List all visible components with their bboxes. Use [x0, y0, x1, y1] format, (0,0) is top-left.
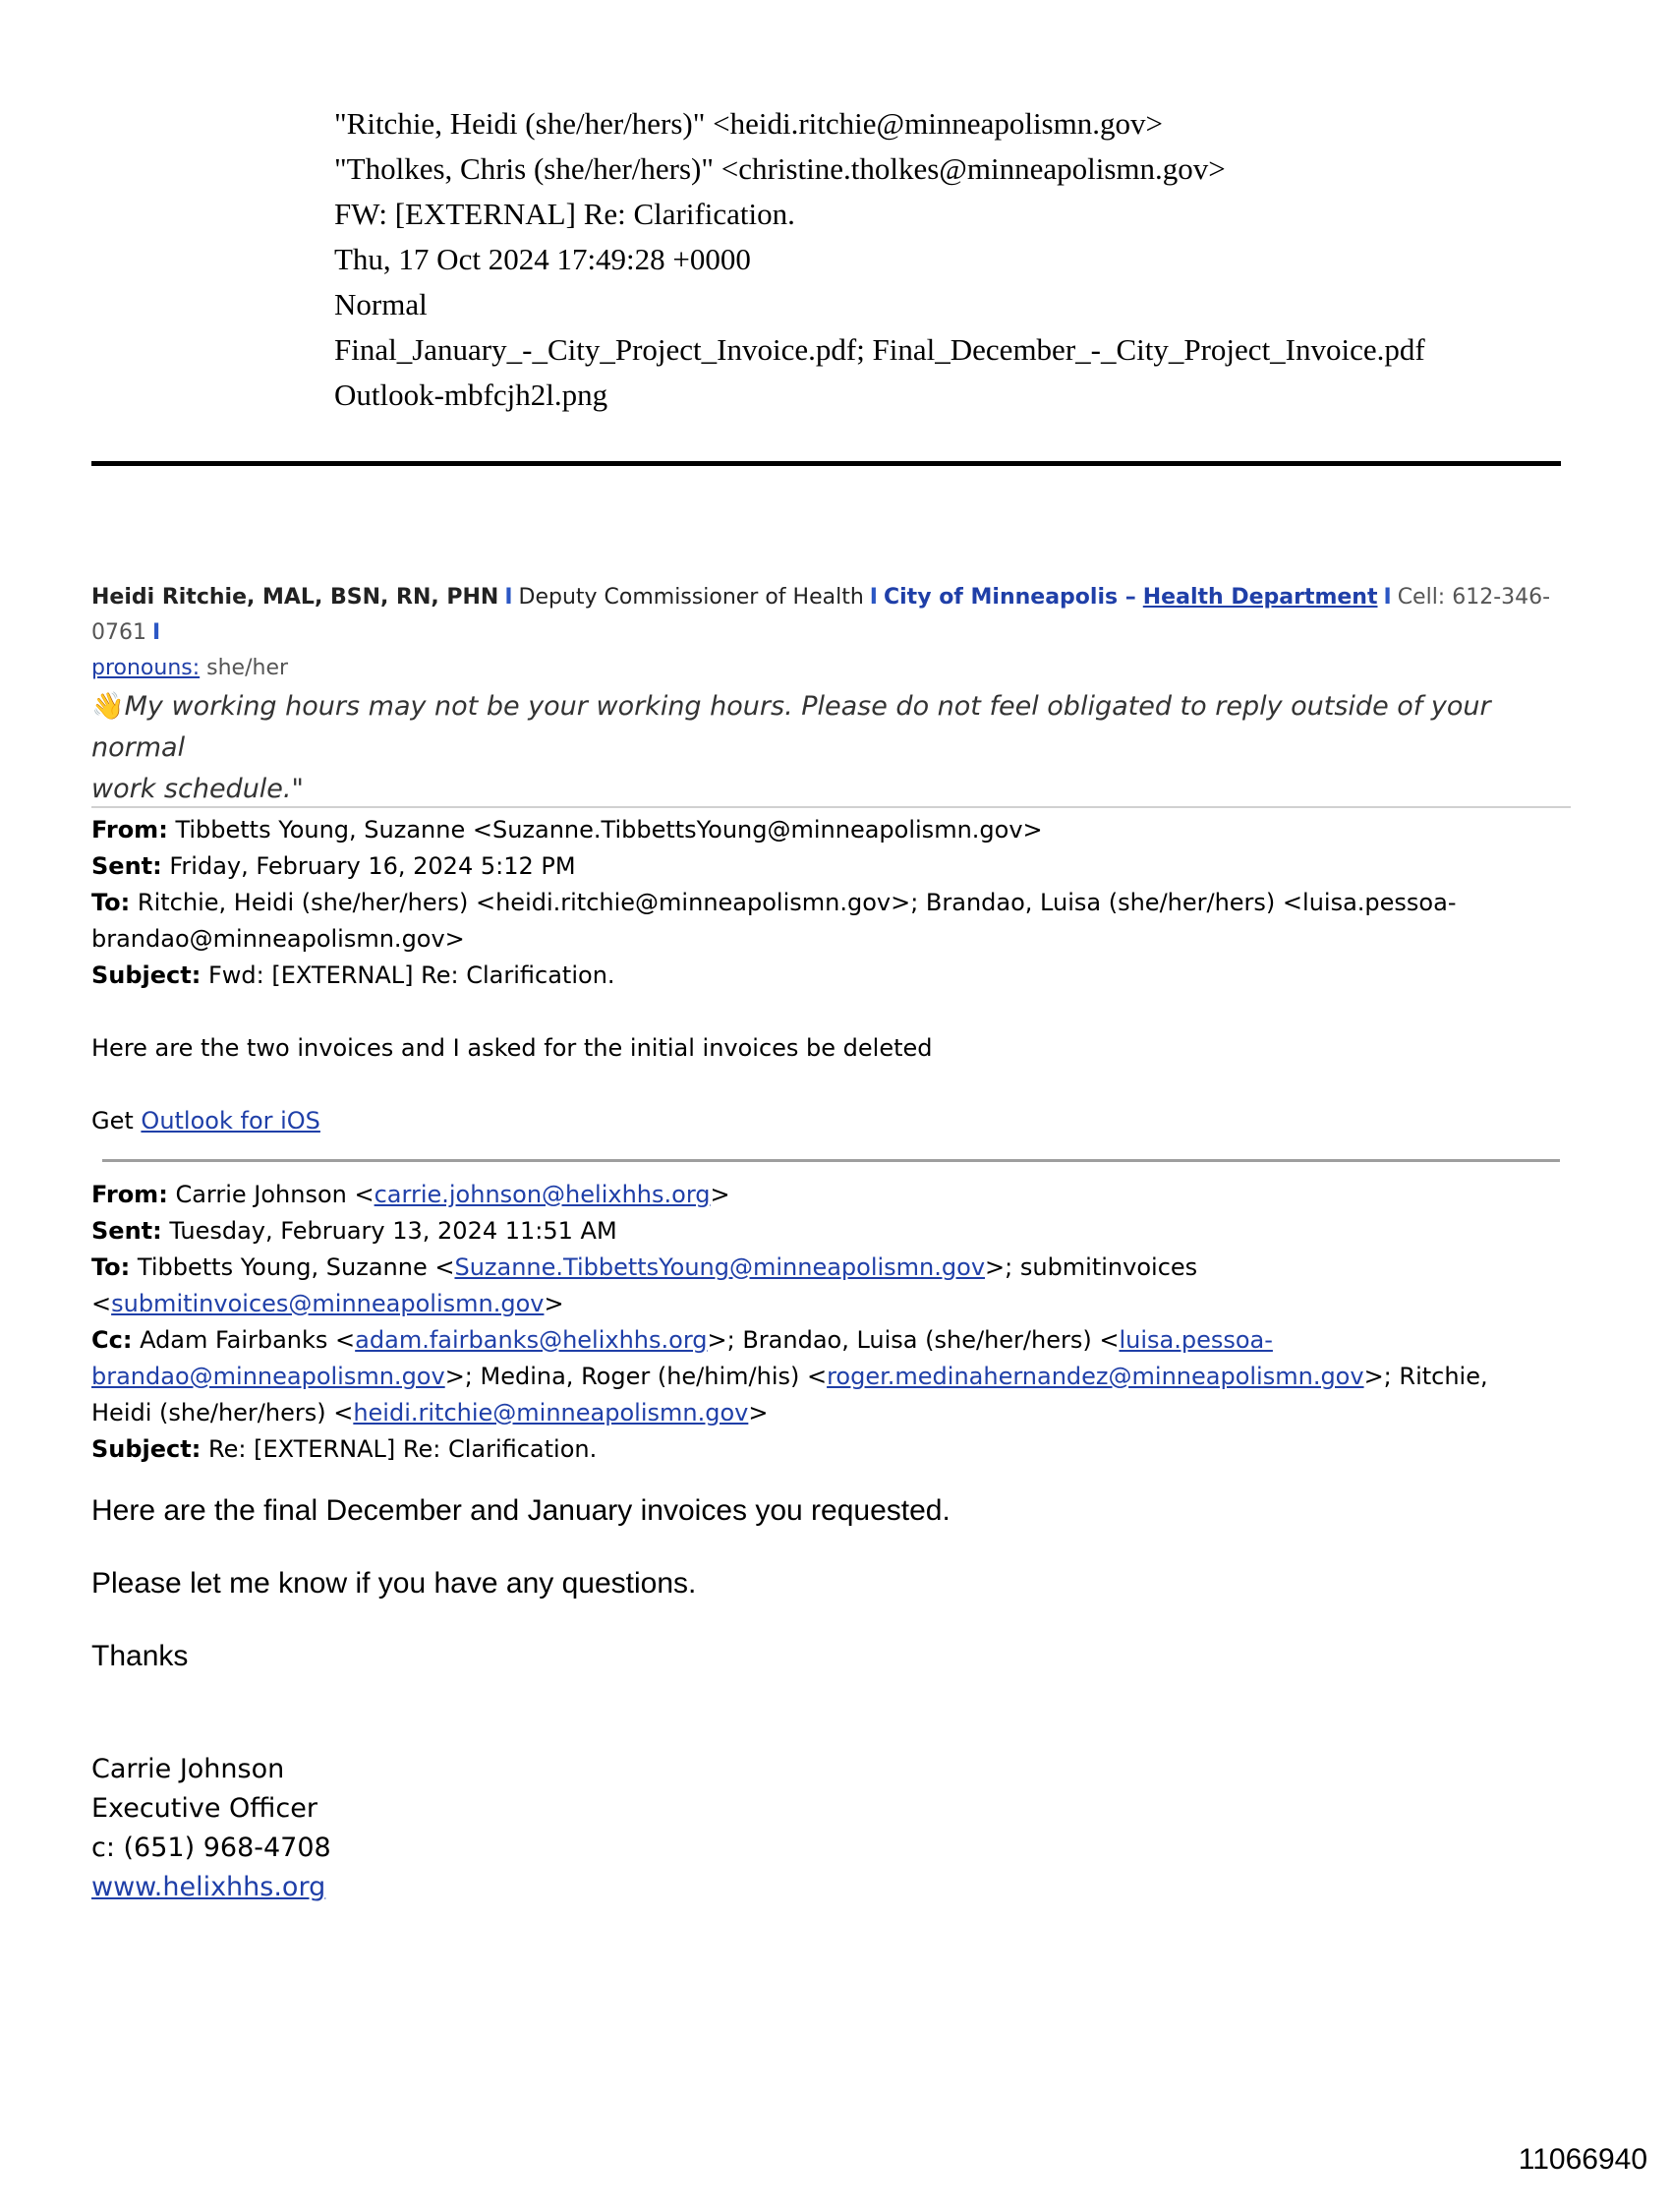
signature-title: Deputy Commissioner of Health: [518, 585, 864, 610]
submitinvoices-email-link[interactable]: submitinvoices@minneapolismn.gov: [111, 1290, 545, 1317]
attachments-value[interactable]: Final_January_-_City_Project_Invoice.pdf; Final_December_-_City_Project_Invoice.pdf: [334, 332, 1425, 367]
msg2-cc-name-2: >; Brandao, Luisa (she/her/hers) <: [707, 1326, 1120, 1354]
heidi-email-link[interactable]: heidi.ritchie@minneapolismn.gov: [353, 1399, 749, 1426]
msg2-subject-label: Subject:: [91, 1435, 202, 1463]
roger-email-link[interactable]: roger.medinahernandez@minneapolismn.gov: [827, 1363, 1364, 1390]
signature-pronouns: she/her: [206, 656, 289, 680]
signature-block: [91, 580, 1576, 686]
msg2-cc-name-1: Adam Fairbanks <: [140, 1326, 356, 1354]
luisa-email-link-part-1[interactable]: luisa.pessoa-: [1119, 1326, 1273, 1354]
bracket: >: [544, 1290, 564, 1317]
forwarded-message-1: [91, 812, 1576, 1139]
sig2-title: Executive Officer: [91, 1793, 317, 1824]
working-hours-note: [91, 686, 1585, 810]
carrie-email-link[interactable]: carrie.johnson@helixhhs.org: [374, 1181, 711, 1208]
pronouns-link[interactable]: pronouns:: [91, 656, 201, 680]
forwarded-message-2: [91, 1177, 1576, 1468]
msg2-subject-value: Re: [EXTERNAL] Re: Clarification.: [208, 1435, 598, 1463]
quote-line-2: work schedule.": [91, 774, 304, 804]
msg1-from-value: Tibbetts Young, Suzanne <Suzanne.TibbettsYoung@minneapolismn.gov>: [175, 816, 1043, 844]
health-department-link[interactable]: Health Department: [1142, 585, 1378, 610]
body-line-2: Please let me know if you have any questions.: [91, 1567, 697, 1600]
luisa-email-link-part-2[interactable]: brandao@minneapolismn.gov: [91, 1363, 445, 1390]
date-value: Thu, 17 Oct 2024 17:49:28 +0000: [334, 242, 751, 276]
to-value: "Tholkes, Chris (she/her/hers)" <christine.tholkes@minneapolismn.gov>: [334, 151, 1226, 186]
msg1-sent-value: Friday, February 16, 2024 5:12 PM: [169, 852, 576, 880]
message-divider: [91, 806, 1571, 808]
carrie-signature: [91, 1750, 1576, 1907]
signature-name: Heidi Ritchie, MAL, BSN, RN, PHN: [91, 585, 499, 610]
bracket: >: [748, 1399, 769, 1426]
msg2-from-label: From:: [91, 1181, 168, 1208]
msg1-to-value-1: Ritchie, Heidi (she/her/hers) <heidi.ritchie@minneapolismn.gov>; Brandao, Luisa (she/her/hers) <luisa.pessoa-: [137, 889, 1457, 916]
msg1-get-prefix: Get: [91, 1107, 134, 1135]
separator: I: [152, 620, 161, 645]
msg2-to-after: >; submitinvoices: [985, 1253, 1198, 1281]
body-line-3: Thanks: [91, 1640, 189, 1672]
msg2-to-label: To:: [91, 1253, 131, 1281]
inline-images-value[interactable]: Outlook-mbfcjh2l.png: [334, 378, 608, 412]
msg2-cc-label: Cc:: [91, 1326, 133, 1354]
separator: I: [869, 585, 878, 610]
msg2-to-name: Tibbetts Young, Suzanne <: [137, 1253, 455, 1281]
sig2-name: Carrie Johnson: [91, 1754, 285, 1784]
msg2-cc-name-3: >; Medina, Roger (he/him/his) <: [444, 1363, 828, 1390]
quote-line-1: My working hours may not be your working hours. Please do not feel obligated to reply outside of your normal: [91, 691, 1491, 763]
bracket: >: [710, 1181, 730, 1208]
msg2-from-name: Carrie Johnson <: [175, 1181, 375, 1208]
adam-email-link[interactable]: adam.fairbanks@helixhhs.org: [355, 1326, 708, 1354]
outlook-ios-link[interactable]: Outlook for iOS: [141, 1107, 320, 1135]
subject-value: FW: [EXTERNAL] Re: Clarification.: [334, 197, 795, 231]
msg1-subject-value: Fwd: [EXTERNAL] Re: Clarification.: [208, 961, 615, 989]
bracket: <: [91, 1290, 112, 1317]
msg2-cc-name-4: >; Ritchie,: [1363, 1363, 1488, 1390]
page-number: 11066940: [1518, 2143, 1647, 2176]
msg2-cc-name-5: Heidi (she/her/hers) <: [91, 1399, 354, 1426]
msg2-sent-label: Sent:: [91, 1217, 162, 1245]
msg2-sent-value: Tuesday, February 13, 2024 11:51 AM: [169, 1217, 617, 1245]
header-divider: [91, 461, 1561, 466]
msg1-subject-label: Subject:: [91, 961, 202, 989]
from-value: "Ritchie, Heidi (she/her/hers)" <heidi.ritchie@minneapolismn.gov>: [334, 106, 1163, 141]
signature-city: City of Minneapolis –: [883, 585, 1136, 610]
importance-value: Normal: [334, 287, 428, 321]
msg1-from-label: From:: [91, 816, 168, 844]
msg1-sent-label: Sent:: [91, 852, 162, 880]
separator: I: [1383, 585, 1392, 610]
body-line-1: Here are the final December and January invoices you requested.: [91, 1494, 951, 1527]
helix-website-link[interactable]: www.helixhhs.org: [91, 1872, 326, 1902]
msg1-body: Here are the two invoices and I asked for the initial invoices be deleted: [91, 1034, 933, 1062]
msg1-to-label: To:: [91, 889, 131, 916]
suzanne-email-link[interactable]: Suzanne.TibbettsYoung@minneapolismn.gov: [454, 1253, 986, 1281]
msg1-to-value-2: brandao@minneapolismn.gov>: [91, 925, 465, 953]
message-divider: [102, 1159, 1560, 1162]
separator: I: [504, 585, 513, 610]
waving-hand-icon: 👋: [91, 691, 125, 722]
signature-cell: Cell: 612-346-0761: [91, 585, 1551, 645]
sig2-phone: c: (651) 968-4708: [91, 1833, 331, 1863]
